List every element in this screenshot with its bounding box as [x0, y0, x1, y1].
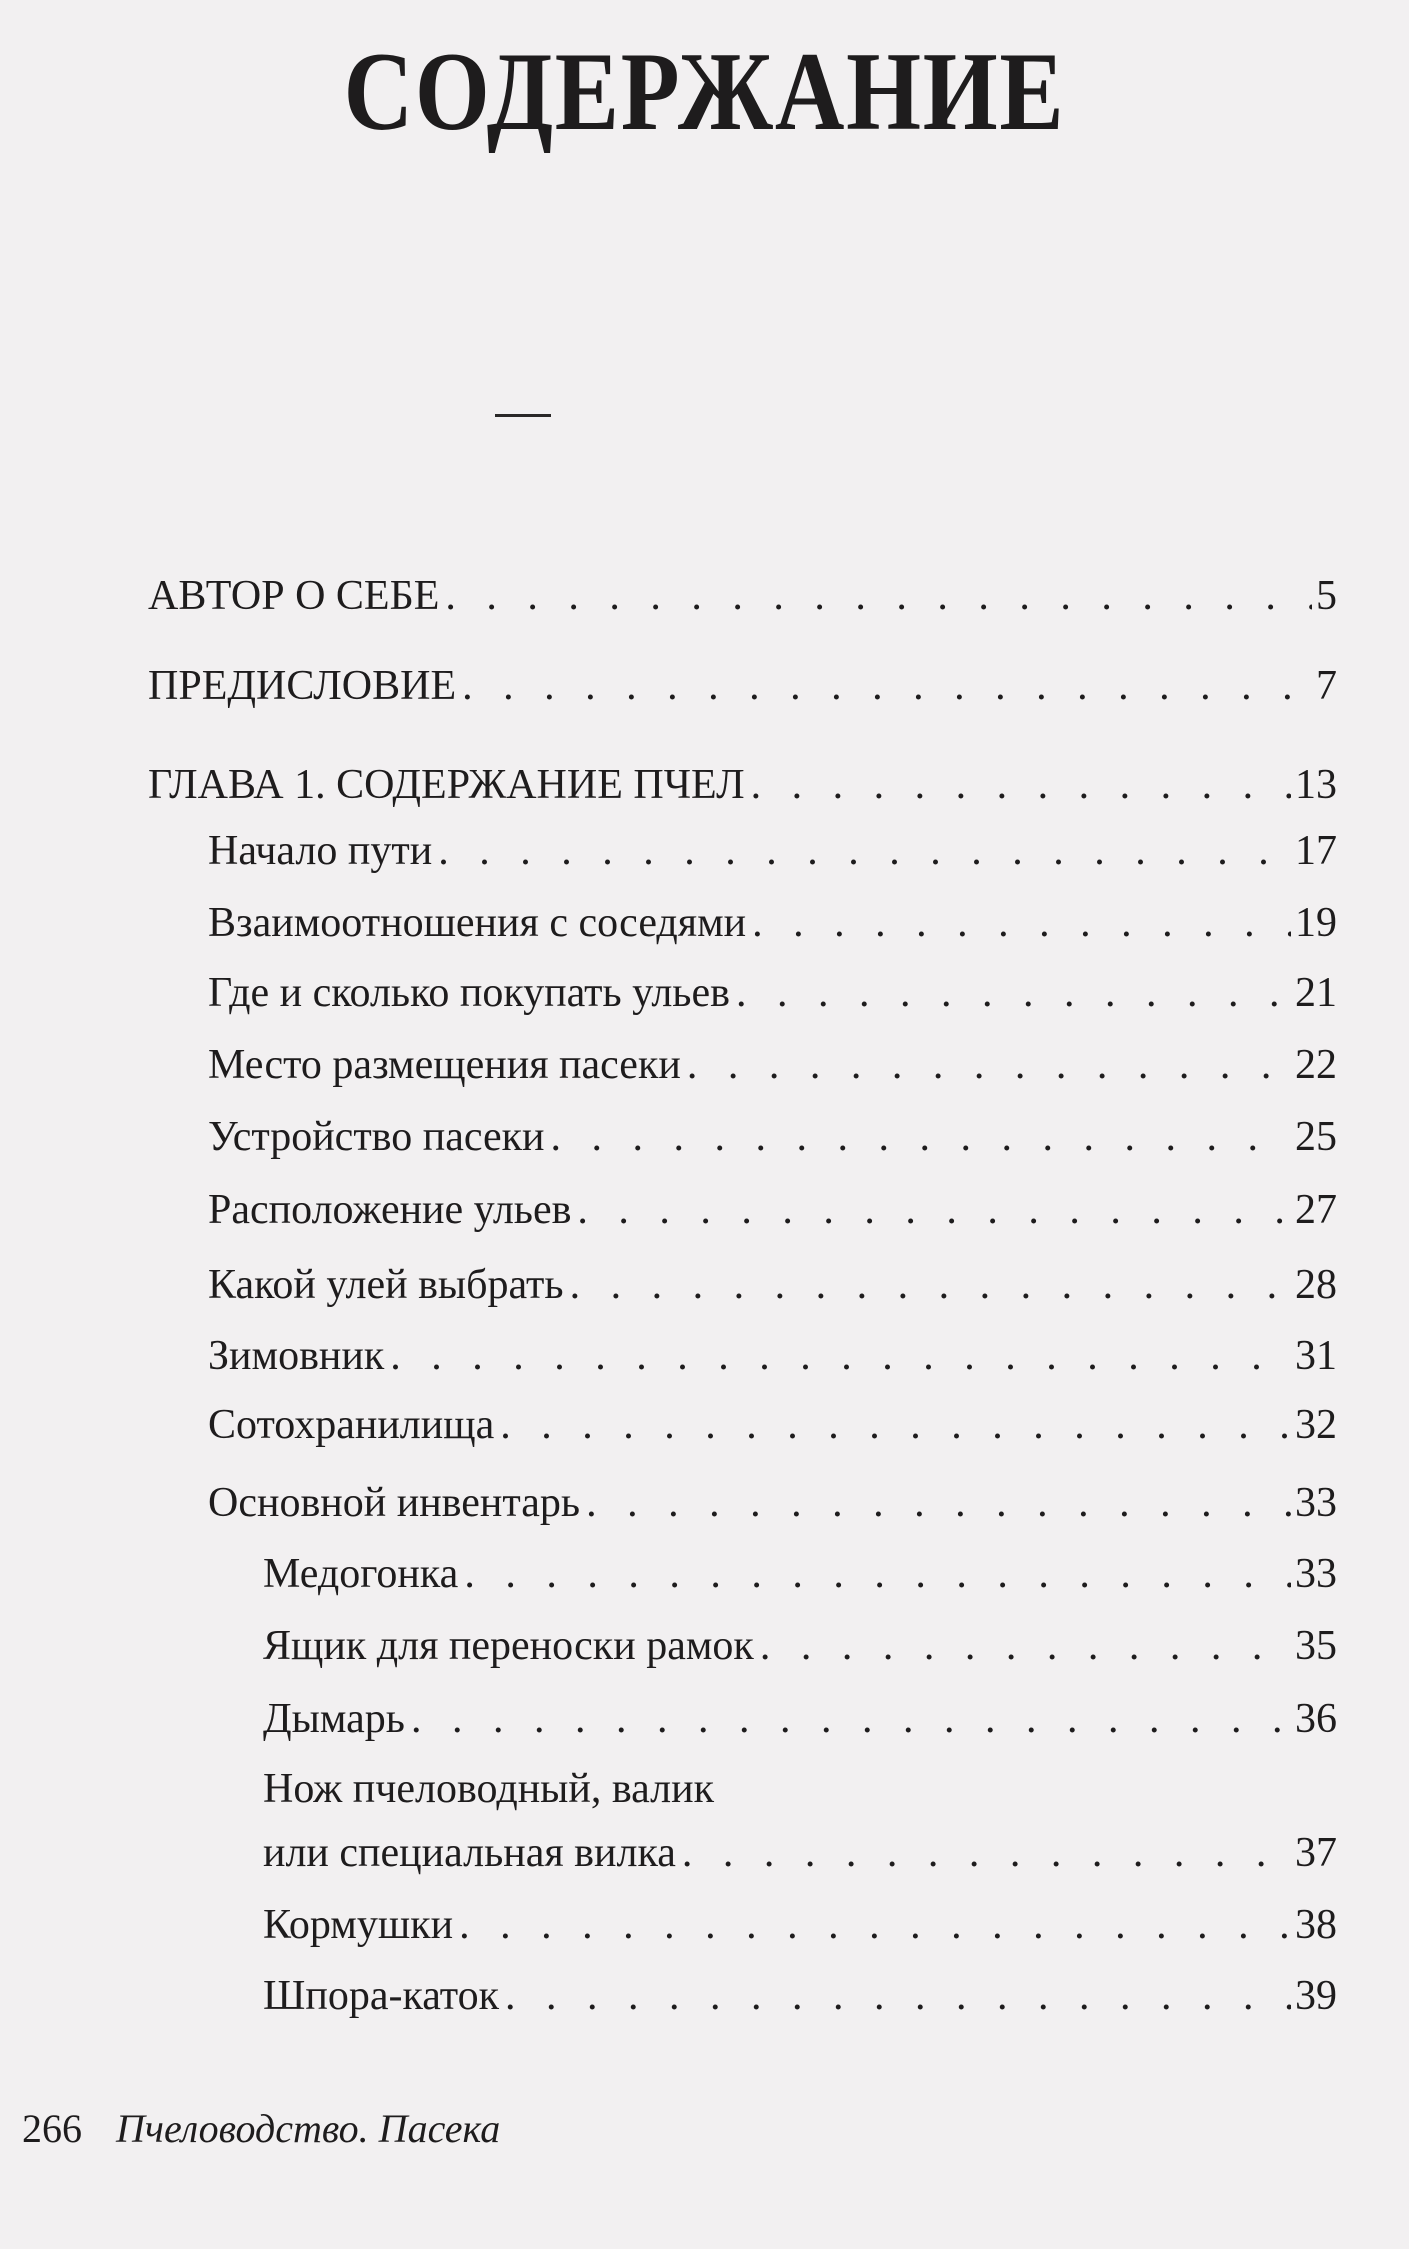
toc-page: 7: [1316, 663, 1337, 709]
dot-leader: [586, 1479, 1291, 1527]
toc-page: 33: [1295, 1551, 1337, 1597]
toc-entry: [208, 1479, 1337, 1529]
toc-page: 5: [1316, 573, 1337, 619]
toc-label: Сотохранилища: [208, 1402, 495, 1448]
dot-leader: [682, 1829, 1291, 1877]
toc-entry: [208, 827, 1337, 877]
toc-page: 28: [1295, 1262, 1337, 1308]
toc-entry: [263, 1622, 1337, 1672]
dot-leader: [462, 662, 1312, 710]
toc-page: 36: [1295, 1696, 1337, 1742]
toc-label-line1: Нож пчеловодный, валик: [263, 1766, 715, 1812]
toc-label: Дымарь: [263, 1696, 405, 1742]
toc-entry: [208, 899, 1337, 949]
toc-entry: [148, 572, 1337, 622]
toc-page: 25: [1295, 1114, 1337, 1160]
toc-page: 32: [1295, 1402, 1337, 1448]
page-footer: [22, 2105, 500, 2152]
toc-entry: [208, 1113, 1337, 1163]
dot-leader: [500, 1401, 1291, 1449]
toc-entry: [208, 1332, 1337, 1382]
dot-leader: [551, 1113, 1291, 1161]
dot-leader: [445, 572, 1312, 620]
running-title: Пчеловодство. Пасека: [116, 2106, 501, 2151]
toc-label: Место размещения пасеки: [208, 1042, 681, 1088]
toc-entry: [208, 1041, 1337, 1091]
dot-leader: [438, 827, 1291, 875]
toc-page: 21: [1295, 970, 1337, 1016]
dot-leader: [577, 1186, 1291, 1234]
toc-label: Зимовник: [208, 1333, 385, 1379]
toc-page: 13: [1295, 762, 1337, 808]
toc-page: 37: [1295, 1830, 1337, 1876]
toc-entry: [263, 1829, 1337, 1879]
toc-label: Медогонка: [263, 1551, 459, 1597]
toc-label: Какой улей выбрать: [208, 1262, 564, 1308]
toc-page: 38: [1295, 1902, 1337, 1948]
toc-label: АВТОР О СЕБЕ: [148, 573, 440, 619]
toc-label: Основной инвентарь: [208, 1480, 581, 1526]
toc-label: Где и сколько покупать ульев: [208, 970, 730, 1016]
dot-leader: [760, 1622, 1291, 1670]
dot-leader: [687, 1041, 1291, 1089]
toc-label: Расположение ульев: [208, 1187, 572, 1233]
toc-entry: [208, 1401, 1337, 1451]
toc-entry: [263, 1901, 1337, 1951]
toc-entry: [208, 1186, 1337, 1236]
toc-page: 39: [1295, 1973, 1337, 2019]
dot-leader: [464, 1550, 1291, 1598]
toc-label: Ящик для переноски рамок: [263, 1623, 754, 1669]
toc-label: Кормушки: [263, 1902, 454, 1948]
toc-entry: [148, 662, 1337, 712]
toc-entry: [208, 969, 1337, 1019]
dot-leader: [751, 761, 1291, 809]
dot-leader: [736, 969, 1291, 1017]
toc-entry: [208, 1261, 1337, 1311]
toc-page: 27: [1295, 1187, 1337, 1233]
toc-page: 19: [1295, 900, 1337, 946]
toc-label: ГЛАВА 1. СОДЕРЖАНИЕ ПЧЕЛ: [148, 762, 745, 808]
toc-label: ПРЕДИСЛОВИЕ: [148, 663, 457, 709]
toc-page: 22: [1295, 1042, 1337, 1088]
toc-label: Шпора-каток: [263, 1973, 500, 2019]
toc-label: Взаимоотношения с соседями: [208, 900, 747, 946]
toc-label: Устройство пасеки: [208, 1114, 545, 1160]
toc-page: 17: [1295, 828, 1337, 874]
title-divider: [495, 414, 551, 417]
dot-leader: [411, 1695, 1291, 1743]
toc-label: Начало пути: [208, 828, 433, 874]
toc-entry: [148, 761, 1337, 811]
dot-leader: [752, 899, 1291, 947]
toc-entry: [263, 1972, 1337, 2022]
dot-leader: [390, 1332, 1291, 1380]
dot-leader: [459, 1901, 1291, 1949]
toc-label: или специальная вилка: [263, 1830, 676, 1876]
page-number: 266: [22, 2106, 82, 2151]
toc-page: 35: [1295, 1623, 1337, 1669]
dot-leader: [505, 1972, 1291, 2020]
toc-page: 33: [1295, 1480, 1337, 1526]
toc-page: 31: [1295, 1333, 1337, 1379]
page-title: СОДЕРЖАНИЕ: [343, 30, 1066, 154]
dot-leader: [570, 1261, 1291, 1309]
toc-entry: [263, 1695, 1337, 1745]
toc-entry: [263, 1550, 1337, 1600]
